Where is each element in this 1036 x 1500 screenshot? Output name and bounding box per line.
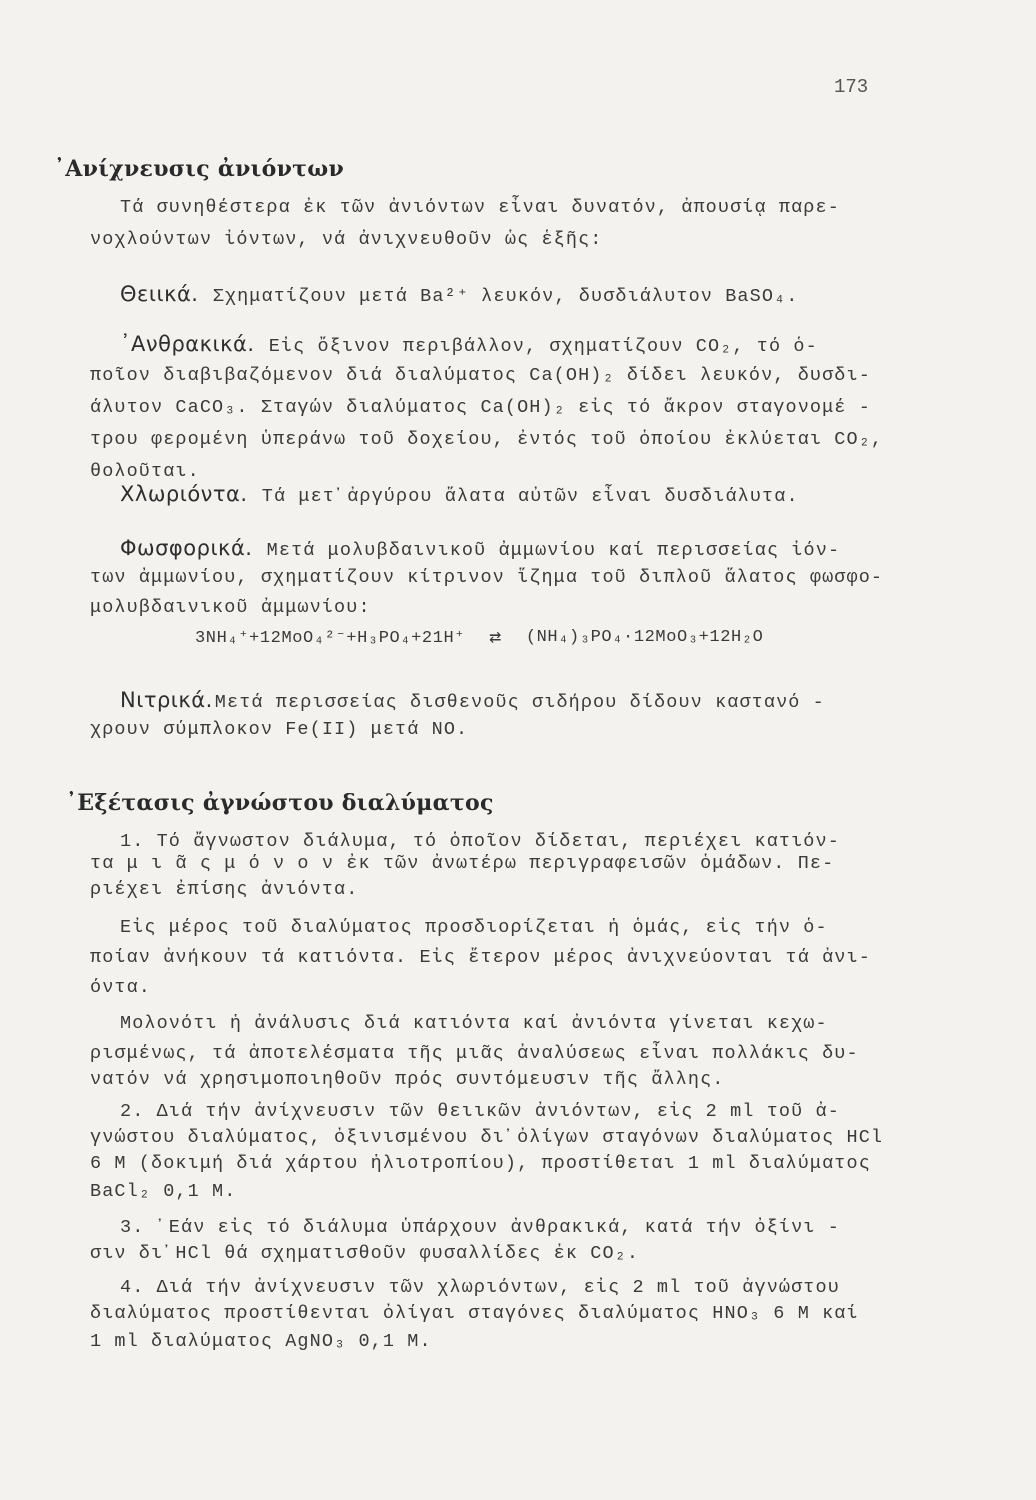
phosphates-line-3: μολυβδαινικοῦ ἀμμωνίου: [90, 597, 371, 618]
unknown-line-6: όντα. [90, 977, 152, 998]
text-carbonates-first: Εἰς ὄξινον περιβάλλον, σχηματίζουν CO₂, τό ὁ- [256, 336, 818, 357]
unknown-line-18: 1 ml διαλύματος AgNO₃ 0,1 M. [90, 1331, 432, 1352]
phosphomolybdate-equation [195, 624, 763, 650]
carbonates-line-3: άλυτον CaCO₃. Σταγών διαλύματος Ca(OH)₂ εἰς τό ἄκρον σταγονομέ - [90, 397, 871, 418]
unknown-line-1: 1. Τό ἄγνωστον διάλυμα, τό ὁποῖον δίδεται, περιέχει κατιόν- [120, 831, 840, 852]
intro-line-2: νοχλούντων ἰόντων, νά ἀνιχνευθοῦν ὡς ἑξῆς: [90, 229, 603, 250]
text-chlorides: Τά μετ᾿ἀργύρου ἅλατα αὐτῶν εἶναι δυσδιάλυτα. [249, 486, 799, 507]
section-title-unknown-solution: ᾿Εξέτασις ἀγνώστου διαλύματος [66, 790, 494, 816]
carbonates-line-2: ποῖον διαβιβαζόμενον διά διαλύματος Ca(OH)₂ δίδει λευκόν, δυσδι- [90, 365, 871, 386]
page-number: 173 [834, 76, 869, 98]
unknown-line-17: διαλύματος προστίθενται ὀλίγαι σταγόνες διαλύματος HNO₃ 6 M καί [90, 1303, 859, 1324]
unknown-line-9: νατόν νά χρησιμοποιηθοῦν πρός συντόμευσιν τῆς ἄλλης. [90, 1069, 725, 1090]
intro-line-1: Τά συνηθέστερα ἐκ τῶν ἀνιόντων εἶναι δυνατόν, ἀπουσίᾳ παρε- [120, 197, 840, 218]
paragraph-sulfates [120, 282, 980, 309]
text-sulfates: Σχηματίζουν μετά Ba²⁺ λευκόν, δυσδιάλυτον BaSO₄. [200, 286, 799, 307]
section-title-anion-detection: ᾿Ανίχνευσις ἀνιόντων [54, 156, 345, 182]
nitrates-line-2: χρουν σύμπλοκον Fe(II) μετά NO. [90, 719, 469, 740]
lead-chlorides: Χλωριόντα. [120, 482, 248, 506]
unknown-line-16: 4. Διά τήν ἀνίχνευσιν τῶν χλωριόντων, εἰς 2 ml τοῦ ἀγνώστου [120, 1277, 840, 1298]
lead-sulfates: Θειικά. [120, 282, 199, 306]
lead-phosphates: Φωσφορικά. [120, 536, 253, 560]
text-nitrates-first: Μετά περισσείας δισθενοῦς σιδήρου δίδουν καστανό - [214, 692, 825, 713]
lead-nitrates: Νιτρικά. [120, 688, 213, 712]
carbonates-line-5: θολοῦται. [90, 461, 200, 482]
text-phosphates-first: Μετά μολυβδαινικοῦ ἀμμωνίου καί περισσείας ἰόν- [254, 540, 841, 561]
unknown-line-12: 6 M (δοκιμή διά χάρτου ἡλιοτροπίου), προστίθεται 1 ml διαλύματος [90, 1153, 871, 1174]
lead-carbonates: ᾿Ανθρακικά. [120, 332, 255, 356]
unknown-line-14: 3. ᾿Εάν εἰς τό διάλυμα ὑπάρχουν ἀνθρακικά, κατά τήν ὀξίνι - [120, 1217, 840, 1238]
paragraph-phosphates [120, 536, 980, 563]
unknown-line-10: 2. Διά τήν ἀνίχνευσιν τῶν θειικῶν ἀνιόντων, εἰς 2 ml τοῦ ἀ- [120, 1101, 840, 1122]
unknown-line-13: BaCl₂ 0,1 M. [90, 1181, 237, 1202]
equilibrium-arrow-icon: ⇄ [489, 627, 502, 650]
unknown-line-7: Μολονότι ἡ ἀνάλυσις διά κατιόντα καί ἀνιόντα γίνεται κεχω- [120, 1013, 828, 1034]
unknown-line-15: σιν δι᾿HCl θά σχηματισθοῦν φυσαλλίδες ἐκ CO₂. [90, 1243, 640, 1264]
paragraph-chlorides [120, 482, 980, 509]
paragraph-nitrates [120, 688, 980, 715]
unknown-line-5: ποίαν ἀνήκουν τά κατιόντα. Εἰς ἕτερον μέρος ἀνιχνεύονται τά ἀνι- [90, 947, 871, 968]
unknown-line-4: Εἰς μέρος τοῦ διαλύματος προσδιορίζεται ἡ ὁμάς, εἰς τήν ὁ- [120, 917, 828, 938]
equation-left: 3NH₄⁺+12MoO₄²⁻+H₃PO₄+21H⁺ [195, 628, 466, 648]
unknown-line-3: ριέχει ἐπίσης ἀνιόντα. [90, 879, 359, 900]
phosphates-line-2: των ἀμμωνίου, σχηματίζουν κίτρινον ἵζημα τοῦ διπλοῦ ἅλατος φωσφο- [90, 567, 884, 588]
unknown-line-11: γνώστου διαλύματος, ὀξινισμένου δι᾿ὀλίγων σταγόνων διαλύματος HCl [90, 1127, 884, 1148]
equation-right: (NH₄)₃PO₄·12MoO₃+12H₂O [525, 627, 764, 647]
paragraph-carbonates [120, 332, 980, 359]
unknown-line-8: ρισμένως, τά ἀποτελέσματα τῆς μιᾶς ἀναλύσεως εἶναι πολλάκις δυ- [90, 1043, 859, 1064]
carbonates-line-4: τρου φερομένη ὑπεράνω τοῦ δοχείου, ἐντός τοῦ ὁποίου ἐκλύεται CO₂, [90, 429, 884, 450]
unknown-line-2: τα μ ι ᾶ ς μ ό ν ο ν ἐκ τῶν ἀνωτέρω περιγραφεισῶν ὁμάδων. Πε- [90, 853, 835, 874]
